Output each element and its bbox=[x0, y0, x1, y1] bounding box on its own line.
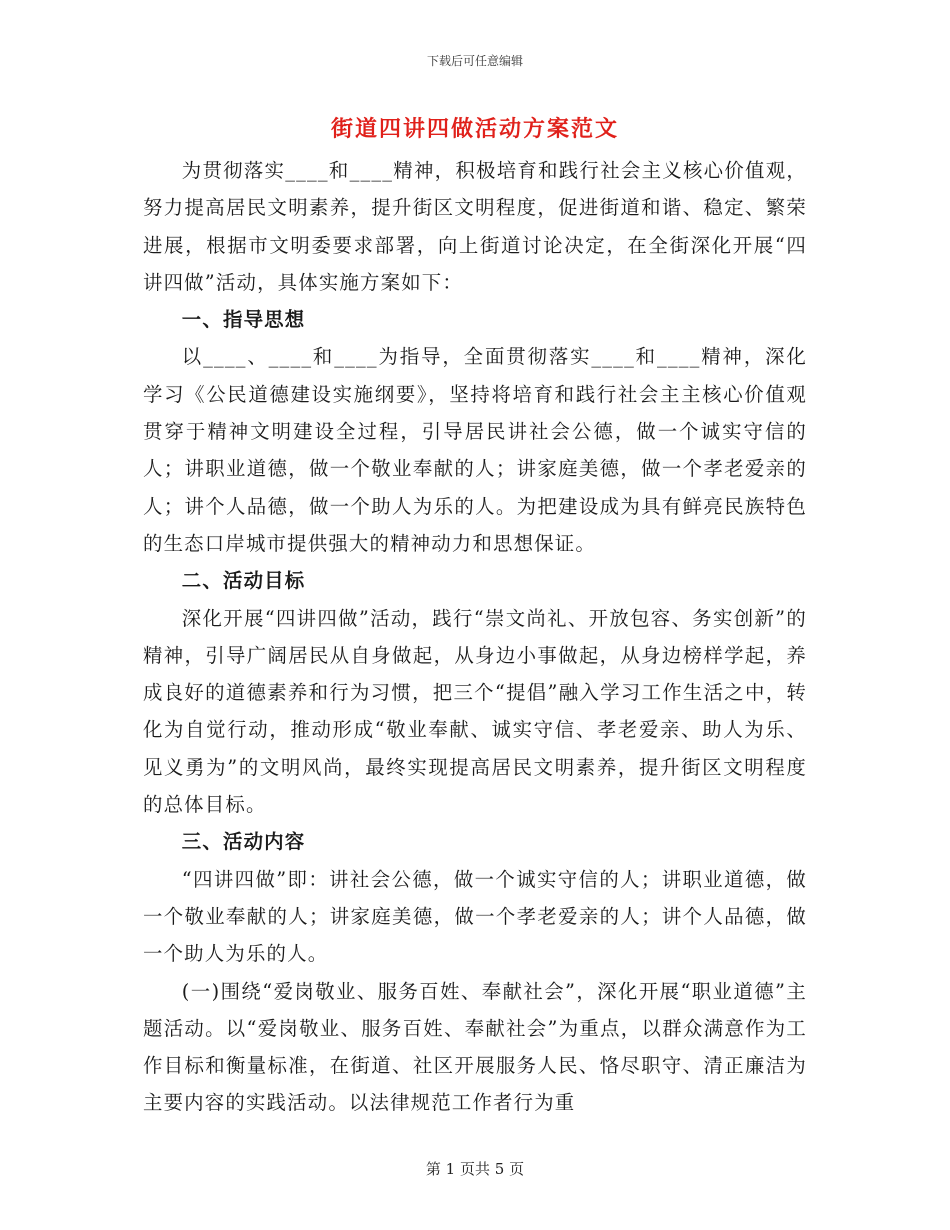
section-heading-activity-goals: 二、活动目标 bbox=[181, 569, 306, 593]
section-heading-guiding-ideology: 一、指导思想 bbox=[181, 308, 306, 332]
activity-goals-paragraph: 深化开展“四讲四做”活动，践行“崇文尚礼、开放包容、务实创新”的精神，引导广阔居民从自身做起，从身边小事做起，从身边榜样学起，养成良好的道德素养和行为习惯，把三个“提倡”融入学习工作生活之中，转化为自觉行动，推动形成“敬业奉献、诚实守信、孝老爱亲、助人为乐、见义勇为”的文明风尚，最终实现提高居民文明素养，提升街区文明程度的总体目标。 bbox=[143, 606, 807, 817]
page-footer: 第 1 页共 5 页 bbox=[425, 1160, 525, 1178]
intro-paragraph: 为贯彻落实____和____精神，积极培育和践行社会主义核心价值观，努力提高居民文明素养，提升街区文明程度，促进街道和谐、稳定、繁荣进展，根据市文明委要求部署，向上街道讨论决定，在全街深化开展“四讲四做”活动，具体实施方案如下： bbox=[143, 159, 807, 294]
guiding-ideology-paragraph: 以____、____和____为指导，全面贯彻落实____和____精神，深化学习《公民道德建设实施纲要》，坚持将培育和践行社会主主核心价值观贯穿于精神文明建设全过程，引导居民讲社会公德，做一个诚实守信的人；讲职业道德，做一个敬业奉献的人；讲家庭美德，做一个孝老爱亲的人；讲个人品德，做一个助人为乐的人。为把建设成为具有鲜亮民族特色的生态口岸城市提供强大的精神动力和思想保证。 bbox=[143, 345, 807, 555]
activity-content-item-1: (一)围绕“爱岗敬业、服务百姓、奉献社会”，深化开展“职业道德”主题活动。以“爱岗敬业、服务百姓、奉献社会”为重点，以群众满意作为工作目标和衡量标准，在街道、社区开展服务人民、恪尽职守、清正廉洁为主要内容的实践活动。以法律规范工作者行为重 bbox=[143, 979, 807, 1115]
header-note: 下载后可任意编辑 bbox=[426, 54, 523, 68]
document-title: 街道四讲四做活动方案范文 bbox=[330, 116, 619, 142]
section-heading-activity-content: 三、活动内容 bbox=[181, 830, 306, 854]
document-body bbox=[143, 152, 807, 1122]
activity-content-paragraph: “四讲四做”即：讲社会公德，做一个诚实守信的人；讲职业道德，做一个敬业奉献的人；讲家庭美德，做一个孝老爱亲的人；讲个人品德，做一个助人为乐的人。 bbox=[143, 867, 807, 966]
